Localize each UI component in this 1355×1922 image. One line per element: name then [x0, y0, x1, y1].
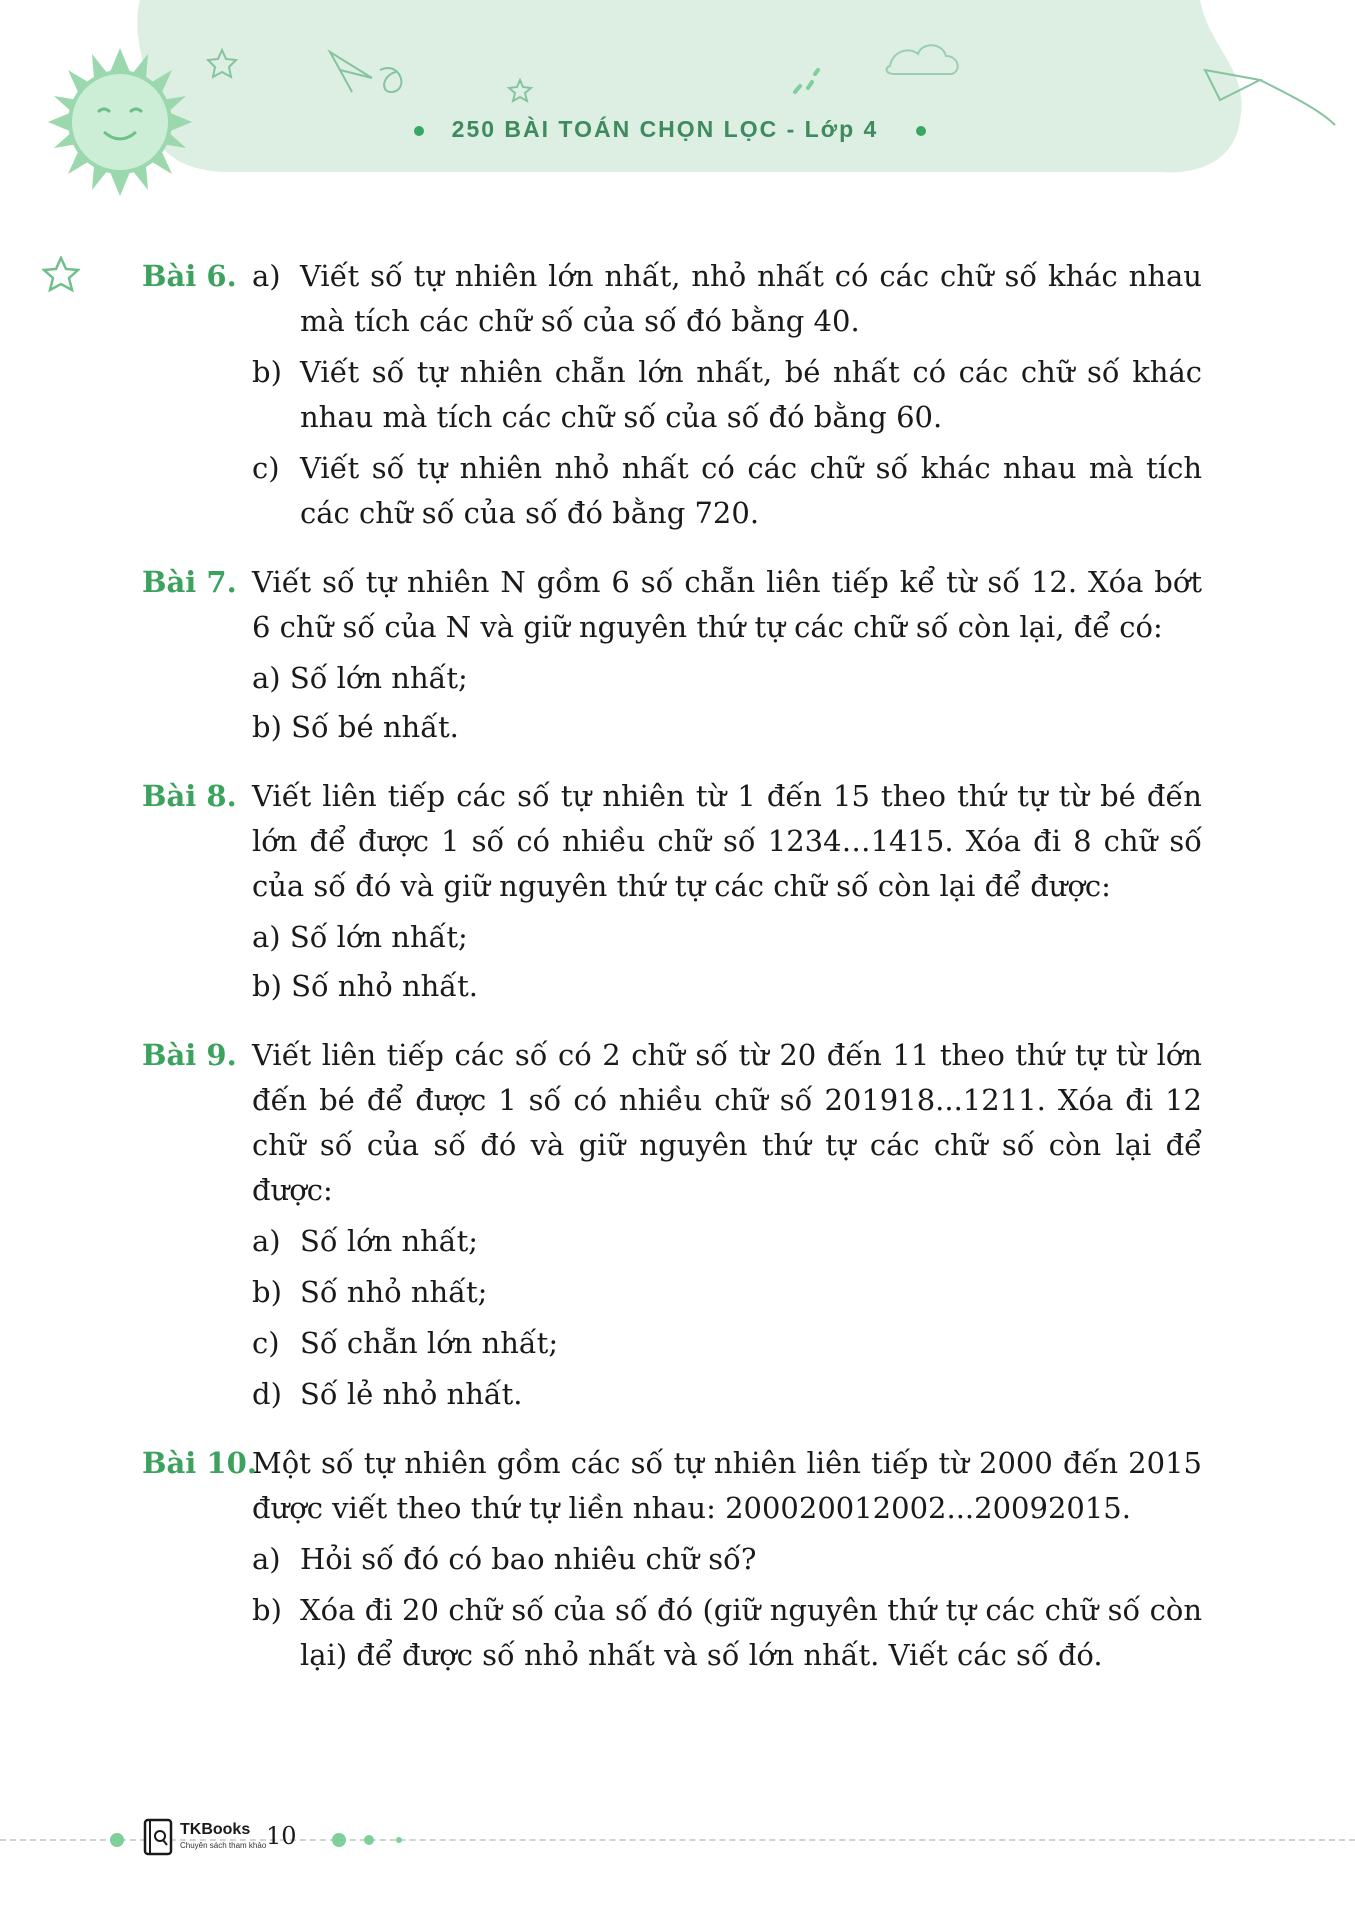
sub-question: b) Số bé nhất.	[252, 710, 459, 744]
footer-dot	[396, 1837, 402, 1843]
sub-question	[252, 1270, 1202, 1315]
brand-tagline: Chuyên sách tham khảo	[180, 1841, 267, 1850]
sub-letter: b)	[252, 355, 282, 389]
sub-question: a) Số lớn nhất;	[252, 661, 468, 695]
star-icon	[42, 256, 80, 292]
problem-stem: Viết số tự nhiên N gồm 6 số chẵn liên tiếp kể từ số 12. Xóa bớt 6 chữ số của N và giữ nguyên thứ tự các chữ số còn lại, để có:	[252, 565, 1202, 644]
sub-question	[252, 1372, 1202, 1417]
sub-letter: a)	[252, 259, 281, 293]
problem-9	[142, 1033, 1202, 1417]
problem-label: Bài 7.	[142, 565, 237, 599]
problem-stem: Viết liên tiếp các số có 2 chữ số từ 20 đến 11 theo thứ tự từ lớn đến bé để được 1 số có nhiều chữ số 201918...1211. Xóa đi 12 chữ số của số đó và giữ nguyên thứ tự các chữ số còn lại để được:	[252, 1038, 1202, 1207]
page-number: 10	[266, 1822, 297, 1850]
sub-letter: c)	[252, 451, 280, 485]
sub-letter: b)	[252, 1275, 282, 1309]
problem-label: Bài 10.	[142, 1446, 257, 1480]
problem-10	[142, 1441, 1202, 1678]
problem-8	[142, 774, 1202, 1009]
sub-text: Viết số tự nhiên nhỏ nhất có các chữ số khác nhau mà tích các chữ số của số đó bằng 720.	[300, 451, 1202, 530]
sub-text: Xóa đi 20 chữ số của số đó (giữ nguyên thứ tự các chữ số còn lại) để được số nhỏ nhất và số lớn nhất. Viết các số đó.	[300, 1593, 1202, 1672]
sub-text: Viết số tự nhiên lớn nhất, nhỏ nhất có các chữ số khác nhau mà tích các chữ số của số đó bằng 40.	[300, 259, 1202, 338]
problem-stem: Một số tự nhiên gồm các số tự nhiên liên tiếp từ 2000 đến 2015 được viết theo thứ tự liền nhau: 200020012002...20092015.	[252, 1446, 1202, 1525]
sub-text: Số chẵn lớn nhất;	[300, 1326, 559, 1360]
page-footer	[0, 1808, 1355, 1868]
sub-letter: a)	[252, 1224, 281, 1258]
sub-letter: a)	[252, 1542, 281, 1576]
problem-label: Bài 9.	[142, 1038, 237, 1072]
sub-question	[252, 1219, 1202, 1264]
problem-6	[142, 254, 1202, 536]
sub-letter: d)	[252, 1377, 282, 1411]
footer-dot	[364, 1835, 374, 1845]
sub-question: b) Số nhỏ nhất.	[252, 969, 478, 1003]
sub-question	[252, 1537, 1202, 1582]
problem-7	[142, 560, 1202, 750]
book-logo-icon	[142, 1816, 176, 1858]
sub-letter: b)	[252, 1593, 282, 1627]
sub-question	[252, 1321, 1202, 1366]
sub-question	[252, 1588, 1202, 1678]
problem-stem: Viết liên tiếp các số tự nhiên từ 1 đến 15 theo thứ tự từ bé đến lớn để được 1 số có nhiều chữ số 1234…1415. Xóa đi 8 chữ số của số đó và giữ nguyên thứ tự các chữ số còn lại để được:	[252, 779, 1202, 903]
problem-label: Bài 6.	[142, 259, 237, 293]
sub-letter: c)	[252, 1326, 280, 1360]
sub-text: Số lớn nhất;	[300, 1224, 479, 1258]
problem-label: Bài 8.	[142, 779, 237, 813]
sub-question: a) Số lớn nhất;	[252, 920, 468, 954]
sub-question	[252, 350, 1202, 440]
sub-text: Số nhỏ nhất;	[300, 1275, 488, 1309]
footer-dot	[332, 1833, 346, 1847]
problem-list	[142, 254, 1202, 1702]
sub-question	[252, 446, 1202, 536]
sub-text: Số lẻ nhỏ nhất.	[300, 1377, 523, 1411]
brand-name: TKBooks	[180, 1821, 251, 1838]
footer-dot	[110, 1833, 124, 1847]
sub-text: Viết số tự nhiên chẵn lớn nhất, bé nhất có các chữ số khác nhau mà tích các chữ số của số đó bằng 60.	[300, 355, 1202, 434]
page-header-title: 250 BÀI TOÁN CHỌN LỌC - Lớp 4	[451, 116, 879, 142]
header-banner	[0, 0, 1355, 200]
header-dot-right	[916, 126, 926, 136]
sub-text: Hỏi số đó có bao nhiêu chữ số?	[300, 1542, 757, 1576]
sub-question	[252, 254, 1202, 344]
